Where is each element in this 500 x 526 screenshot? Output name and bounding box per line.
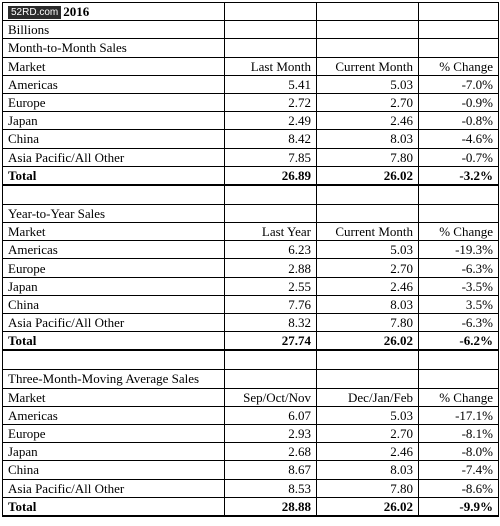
- pct-change-cell: -0.8%: [419, 112, 499, 130]
- empty-cell: [419, 350, 499, 370]
- market-cell: Japan: [3, 112, 225, 130]
- empty-cell: [419, 185, 499, 205]
- section-title-row: [3, 370, 499, 388]
- prior-value-cell: 2.72: [225, 93, 317, 111]
- table-row: [3, 75, 499, 93]
- prior-value-cell: 8.42: [225, 130, 317, 148]
- market-cell: Asia Pacific/All Other: [3, 314, 225, 332]
- section-title: Three-Month-Moving Average Sales: [3, 370, 225, 388]
- table-row: [3, 93, 499, 111]
- column-header: Last Year: [225, 223, 317, 241]
- total-label: Total: [3, 332, 225, 351]
- pct-change-cell: -3.5%: [419, 277, 499, 295]
- current-value-cell: 8.03: [317, 461, 419, 479]
- market-cell: Europe: [3, 259, 225, 277]
- current-value-cell: 26.02: [317, 166, 419, 185]
- market-cell: Europe: [3, 424, 225, 442]
- market-cell: China: [3, 461, 225, 479]
- pct-change-cell: -6.2%: [419, 332, 499, 351]
- section-title-row: [3, 204, 499, 222]
- prior-value-cell: 5.41: [225, 75, 317, 93]
- table-row: [3, 406, 499, 424]
- column-header: Last Month: [225, 57, 317, 75]
- prior-value-cell: 2.55: [225, 277, 317, 295]
- table-row: [3, 112, 499, 130]
- column-header: % Change: [419, 388, 499, 406]
- total-label: Total: [3, 497, 225, 516]
- pct-change-cell: -8.6%: [419, 479, 499, 497]
- current-value-cell: 2.70: [317, 259, 419, 277]
- spacer-row: [3, 185, 499, 205]
- current-value-cell: 8.03: [317, 295, 419, 313]
- empty-cell: [317, 3, 419, 21]
- title-cell: [3, 3, 225, 21]
- prior-value-cell: 6.23: [225, 241, 317, 259]
- pct-change-cell: -6.3%: [419, 314, 499, 332]
- pct-change-cell: -4.6%: [419, 130, 499, 148]
- empty-cell: [317, 185, 419, 205]
- prior-value-cell: 2.88: [225, 259, 317, 277]
- market-cell: Americas: [3, 75, 225, 93]
- pct-change-cell: -7.0%: [419, 75, 499, 93]
- empty-cell: [225, 204, 317, 222]
- current-value-cell: 5.03: [317, 75, 419, 93]
- empty-cell: [225, 3, 317, 21]
- empty-cell: [317, 350, 419, 370]
- empty-cell: [3, 350, 225, 370]
- empty-cell: [225, 370, 317, 388]
- empty-cell: [317, 21, 419, 39]
- column-header: Current Month: [317, 57, 419, 75]
- column-header: Market: [3, 388, 225, 406]
- empty-cell: [225, 39, 317, 57]
- watermark-logo: 52RD.com: [8, 6, 61, 19]
- table-row: [3, 148, 499, 166]
- prior-value-cell: 2.49: [225, 112, 317, 130]
- column-header: % Change: [419, 223, 499, 241]
- table-row: [3, 259, 499, 277]
- column-header-row: [3, 388, 499, 406]
- column-header: % Change: [419, 57, 499, 75]
- table-row: [3, 461, 499, 479]
- pct-change-cell: -9.9%: [419, 497, 499, 516]
- prior-value-cell: 27.74: [225, 332, 317, 351]
- prior-value-cell: 7.76: [225, 295, 317, 313]
- pct-change-cell: 3.5%: [419, 295, 499, 313]
- table-row: [3, 277, 499, 295]
- total-row: [3, 332, 499, 351]
- market-cell: China: [3, 130, 225, 148]
- empty-cell: [225, 350, 317, 370]
- column-header: Market: [3, 57, 225, 75]
- empty-cell: [419, 21, 499, 39]
- current-value-cell: 2.70: [317, 424, 419, 442]
- empty-cell: [317, 204, 419, 222]
- prior-value-cell: 28.88: [225, 497, 317, 516]
- section-title: Month-to-Month Sales: [3, 39, 225, 57]
- pct-change-cell: -8.0%: [419, 443, 499, 461]
- column-header: Current Month: [317, 223, 419, 241]
- current-value-cell: 7.80: [317, 479, 419, 497]
- market-cell: Europe: [3, 93, 225, 111]
- section-title: Year-to-Year Sales: [3, 204, 225, 222]
- prior-value-cell: 2.93: [225, 424, 317, 442]
- current-value-cell: 26.02: [317, 497, 419, 516]
- pct-change-cell: -0.7%: [419, 148, 499, 166]
- total-row: [3, 497, 499, 516]
- empty-cell: [419, 370, 499, 388]
- pct-change-cell: -6.3%: [419, 259, 499, 277]
- market-cell: Japan: [3, 443, 225, 461]
- empty-cell: [419, 39, 499, 57]
- empty-cell: [225, 21, 317, 39]
- empty-cell: [419, 204, 499, 222]
- prior-value-cell: 8.32: [225, 314, 317, 332]
- prior-value-cell: 6.07: [225, 406, 317, 424]
- current-value-cell: 5.03: [317, 241, 419, 259]
- current-value-cell: 7.80: [317, 148, 419, 166]
- prior-value-cell: 2.68: [225, 443, 317, 461]
- table-row: [3, 479, 499, 497]
- current-value-cell: 8.03: [317, 130, 419, 148]
- table-row: [3, 443, 499, 461]
- title-year: 2016: [63, 4, 90, 20]
- market-cell: Asia Pacific/All Other: [3, 479, 225, 497]
- prior-value-cell: 8.67: [225, 461, 317, 479]
- empty-cell: [317, 370, 419, 388]
- pct-change-cell: -3.2%: [419, 166, 499, 185]
- section-title-row: [3, 39, 499, 57]
- prior-value-cell: 26.89: [225, 166, 317, 185]
- units-label: Billions: [3, 21, 225, 39]
- empty-cell: [317, 39, 419, 57]
- current-value-cell: 26.02: [317, 332, 419, 351]
- market-cell: Americas: [3, 406, 225, 424]
- sales-table: [2, 2, 499, 517]
- current-value-cell: 2.46: [317, 443, 419, 461]
- empty-cell: [3, 185, 225, 205]
- current-value-cell: 2.46: [317, 277, 419, 295]
- empty-cell: [225, 185, 317, 205]
- pct-change-cell: -19.3%: [419, 241, 499, 259]
- table-row: [3, 130, 499, 148]
- current-value-cell: 2.46: [317, 112, 419, 130]
- spacer-row: [3, 350, 499, 370]
- empty-cell: [419, 3, 499, 21]
- current-value-cell: 7.80: [317, 314, 419, 332]
- total-label: Total: [3, 166, 225, 185]
- market-cell: Asia Pacific/All Other: [3, 148, 225, 166]
- units-row: [3, 21, 499, 39]
- pct-change-cell: -0.9%: [419, 93, 499, 111]
- table-row: [3, 241, 499, 259]
- table-row: [3, 295, 499, 313]
- total-row: [3, 166, 499, 185]
- pct-change-cell: -8.1%: [419, 424, 499, 442]
- market-cell: Americas: [3, 241, 225, 259]
- current-value-cell: 2.70: [317, 93, 419, 111]
- column-header: Market: [3, 223, 225, 241]
- column-header-row: [3, 57, 499, 75]
- pct-change-cell: -17.1%: [419, 406, 499, 424]
- table-row: [3, 314, 499, 332]
- current-value-cell: 5.03: [317, 406, 419, 424]
- title-row: [3, 3, 499, 21]
- pct-change-cell: -7.4%: [419, 461, 499, 479]
- market-cell: Japan: [3, 277, 225, 295]
- column-header: Sep/Oct/Nov: [225, 388, 317, 406]
- column-header: Dec/Jan/Feb: [317, 388, 419, 406]
- table-row: [3, 424, 499, 442]
- prior-value-cell: 8.53: [225, 479, 317, 497]
- column-header-row: [3, 223, 499, 241]
- prior-value-cell: 7.85: [225, 148, 317, 166]
- market-cell: China: [3, 295, 225, 313]
